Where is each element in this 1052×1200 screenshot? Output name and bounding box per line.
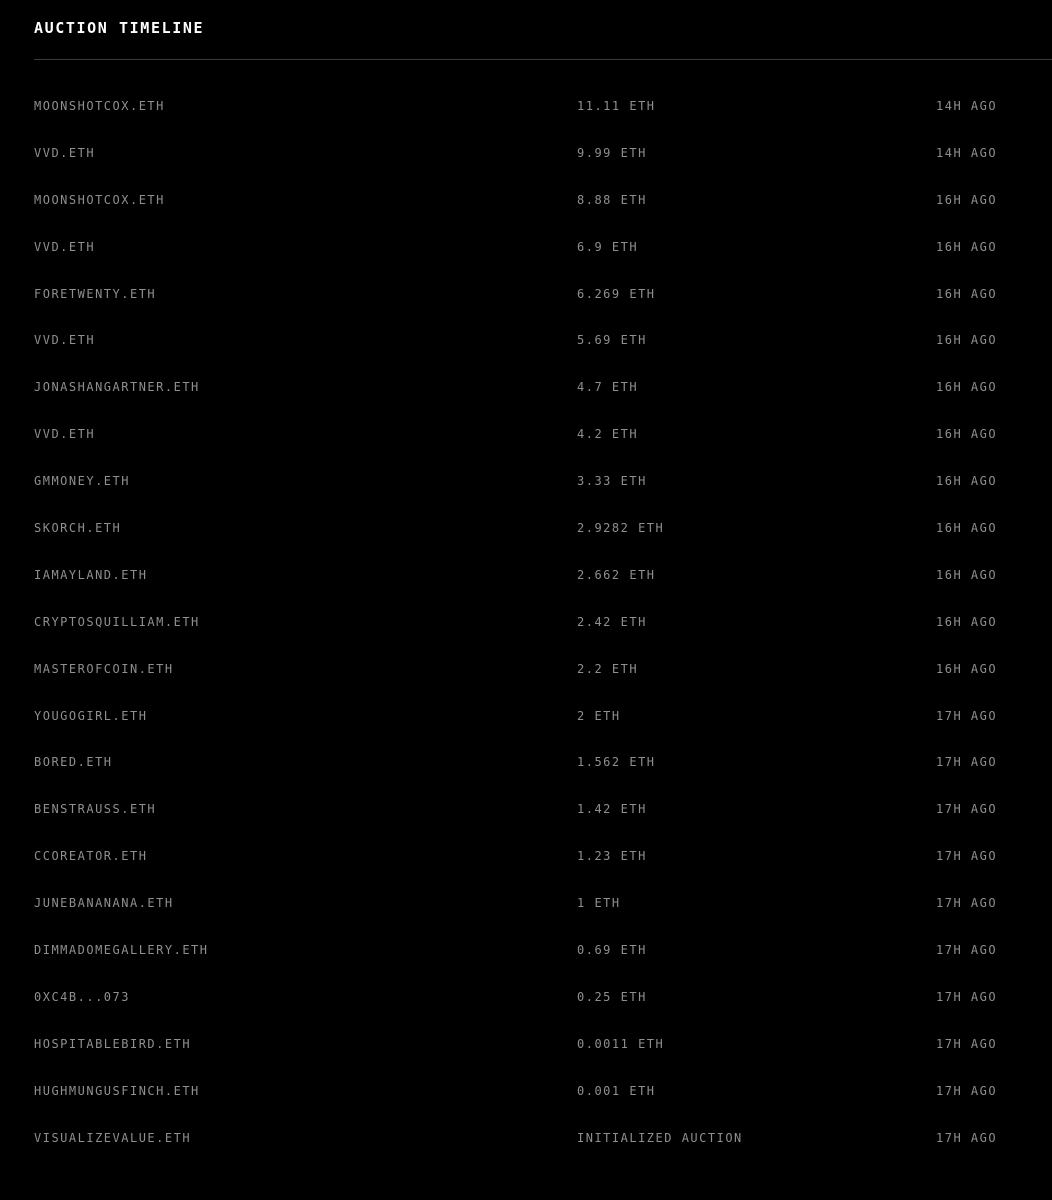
bid-time-link[interactable]: 14H AGO: [936, 99, 998, 113]
bid-time-link[interactable]: 16H AGO: [936, 521, 998, 536]
bid-time-link[interactable]: 17H AGO: [936, 943, 998, 958]
bid-time-link[interactable]: 17H AGO: [936, 989, 998, 1004]
auction-timeline-header: [34, 0, 1052, 60]
bid-amount: 0.25 ETH: [577, 989, 647, 1004]
bidder-link[interactable]: GMMONEY.ETH: [34, 474, 130, 489]
bidder-link[interactable]: 0XC4B...073: [34, 989, 130, 1004]
bid-row: [34, 1021, 1052, 1068]
bid-row: [34, 927, 1052, 974]
bid-time-link[interactable]: 16H AGO: [936, 474, 998, 489]
bid-row: [34, 599, 1052, 646]
bidder-link[interactable]: DIMMADOMEGALLERY.ETH: [34, 943, 209, 958]
bid-amount: 5.69 ETH: [577, 333, 647, 348]
section-title: AUCTION TIMELINE: [34, 19, 205, 37]
bid-time-link[interactable]: 16H AGO: [936, 661, 998, 676]
auction-timeline-panel: [34, 0, 1052, 1200]
bid-time-link[interactable]: 17H AGO: [936, 896, 998, 911]
bid-list: [34, 83, 1052, 1161]
bid-amount: INITIALIZED AUCTION: [577, 1130, 743, 1145]
bid-time-link[interactable]: 17H AGO: [936, 1083, 998, 1098]
bid-time-link[interactable]: 14H AGO: [936, 145, 998, 160]
bid-amount: 2.42 ETH: [577, 614, 647, 629]
bid-amount: 1.23 ETH: [577, 849, 647, 864]
bid-amount: 2 ETH: [577, 708, 621, 723]
bidder-link[interactable]: HOSPITABLEBIRD.ETH: [34, 1036, 192, 1051]
bid-amount: 6.269 ETH: [577, 286, 656, 301]
bid-row: [34, 224, 1052, 271]
bid-time-link[interactable]: 17H AGO: [936, 802, 998, 817]
bidder-link[interactable]: VVD.ETH: [34, 427, 96, 442]
bidder-link[interactable]: VVD.ETH: [34, 333, 96, 348]
bid-amount: 2.2 ETH: [577, 661, 639, 676]
bid-row: [34, 411, 1052, 458]
bid-time-link[interactable]: 16H AGO: [936, 192, 998, 207]
bid-time-link[interactable]: 17H AGO: [936, 1130, 998, 1145]
bidder-link[interactable]: IAMAYLAND.ETH: [34, 567, 148, 582]
bid-amount: 0.001 ETH: [577, 1083, 656, 1098]
bid-time-link[interactable]: 16H AGO: [936, 239, 998, 254]
bidder-link[interactable]: VVD.ETH: [34, 145, 96, 160]
bid-time-link[interactable]: 17H AGO: [936, 849, 998, 864]
bidder-link[interactable]: FORETWENTY.ETH: [34, 286, 157, 301]
bid-time-link[interactable]: 17H AGO: [936, 755, 998, 770]
bid-row: [34, 833, 1052, 880]
bid-time-link[interactable]: 17H AGO: [936, 708, 998, 723]
bid-row: [34, 130, 1052, 177]
bidder-link[interactable]: YOUGOGIRL.ETH: [34, 708, 148, 723]
bid-row: [34, 1115, 1052, 1162]
bid-row: [34, 552, 1052, 599]
bid-row: [34, 83, 1052, 130]
bidder-link[interactable]: HUGHMUNGUSFINCH.ETH: [34, 1083, 200, 1098]
bid-amount: 11.11 ETH: [577, 99, 656, 113]
bid-amount: 6.9 ETH: [577, 239, 639, 254]
bid-amount: 4.7 ETH: [577, 380, 639, 395]
bid-time-link[interactable]: 16H AGO: [936, 286, 998, 301]
bid-amount: 1.42 ETH: [577, 802, 647, 817]
bidder-link[interactable]: CCOREATOR.ETH: [34, 849, 148, 864]
bid-time-link[interactable]: 16H AGO: [936, 614, 998, 629]
bid-time-link[interactable]: 16H AGO: [936, 427, 998, 442]
bidder-link[interactable]: CRYPTOSQUILLIAM.ETH: [34, 614, 200, 629]
bid-row: [34, 974, 1052, 1021]
bid-amount: 9.99 ETH: [577, 145, 647, 160]
bid-row: [34, 458, 1052, 505]
bid-time-link[interactable]: 16H AGO: [936, 333, 998, 348]
bid-time-link[interactable]: 17H AGO: [936, 1036, 998, 1051]
bid-row: [34, 739, 1052, 786]
bid-amount: 2.9282 ETH: [577, 521, 665, 536]
bid-row: [34, 364, 1052, 411]
bid-row: [34, 1068, 1052, 1115]
bidder-link[interactable]: JUNEBANANANA.ETH: [34, 896, 174, 911]
bid-row: [34, 271, 1052, 318]
bidder-link[interactable]: VISUALIZEVALUE.ETH: [34, 1130, 192, 1145]
bidder-link[interactable]: JONASHANGARTNER.ETH: [34, 380, 200, 395]
bid-time-link[interactable]: 16H AGO: [936, 567, 998, 582]
bid-amount: 1 ETH: [577, 896, 621, 911]
bidder-link[interactable]: SKORCH.ETH: [34, 521, 122, 536]
bidder-link[interactable]: MASTEROFCOIN.ETH: [34, 661, 174, 676]
bidder-link[interactable]: BENSTRAUSS.ETH: [34, 802, 157, 817]
bid-amount: 4.2 ETH: [577, 427, 639, 442]
bidder-link[interactable]: VVD.ETH: [34, 239, 96, 254]
bid-row: [34, 505, 1052, 552]
bid-amount: 0.69 ETH: [577, 943, 647, 958]
bid-row: [34, 177, 1052, 224]
bid-time-link[interactable]: 16H AGO: [936, 380, 998, 395]
bid-amount: 1.562 ETH: [577, 755, 656, 770]
bidder-link[interactable]: MOONSHOTCOX.ETH: [34, 192, 165, 207]
bid-amount: 3.33 ETH: [577, 474, 647, 489]
bid-row: [34, 786, 1052, 833]
bid-row: [34, 646, 1052, 693]
bid-amount: 2.662 ETH: [577, 567, 656, 582]
bid-amount: 8.88 ETH: [577, 192, 647, 207]
bidder-link[interactable]: MOONSHOTCOX.ETH: [34, 99, 165, 113]
bid-row: [34, 693, 1052, 740]
bid-row: [34, 317, 1052, 364]
bid-row: [34, 880, 1052, 927]
bidder-link[interactable]: BORED.ETH: [34, 755, 113, 770]
bid-amount: 0.0011 ETH: [577, 1036, 665, 1051]
